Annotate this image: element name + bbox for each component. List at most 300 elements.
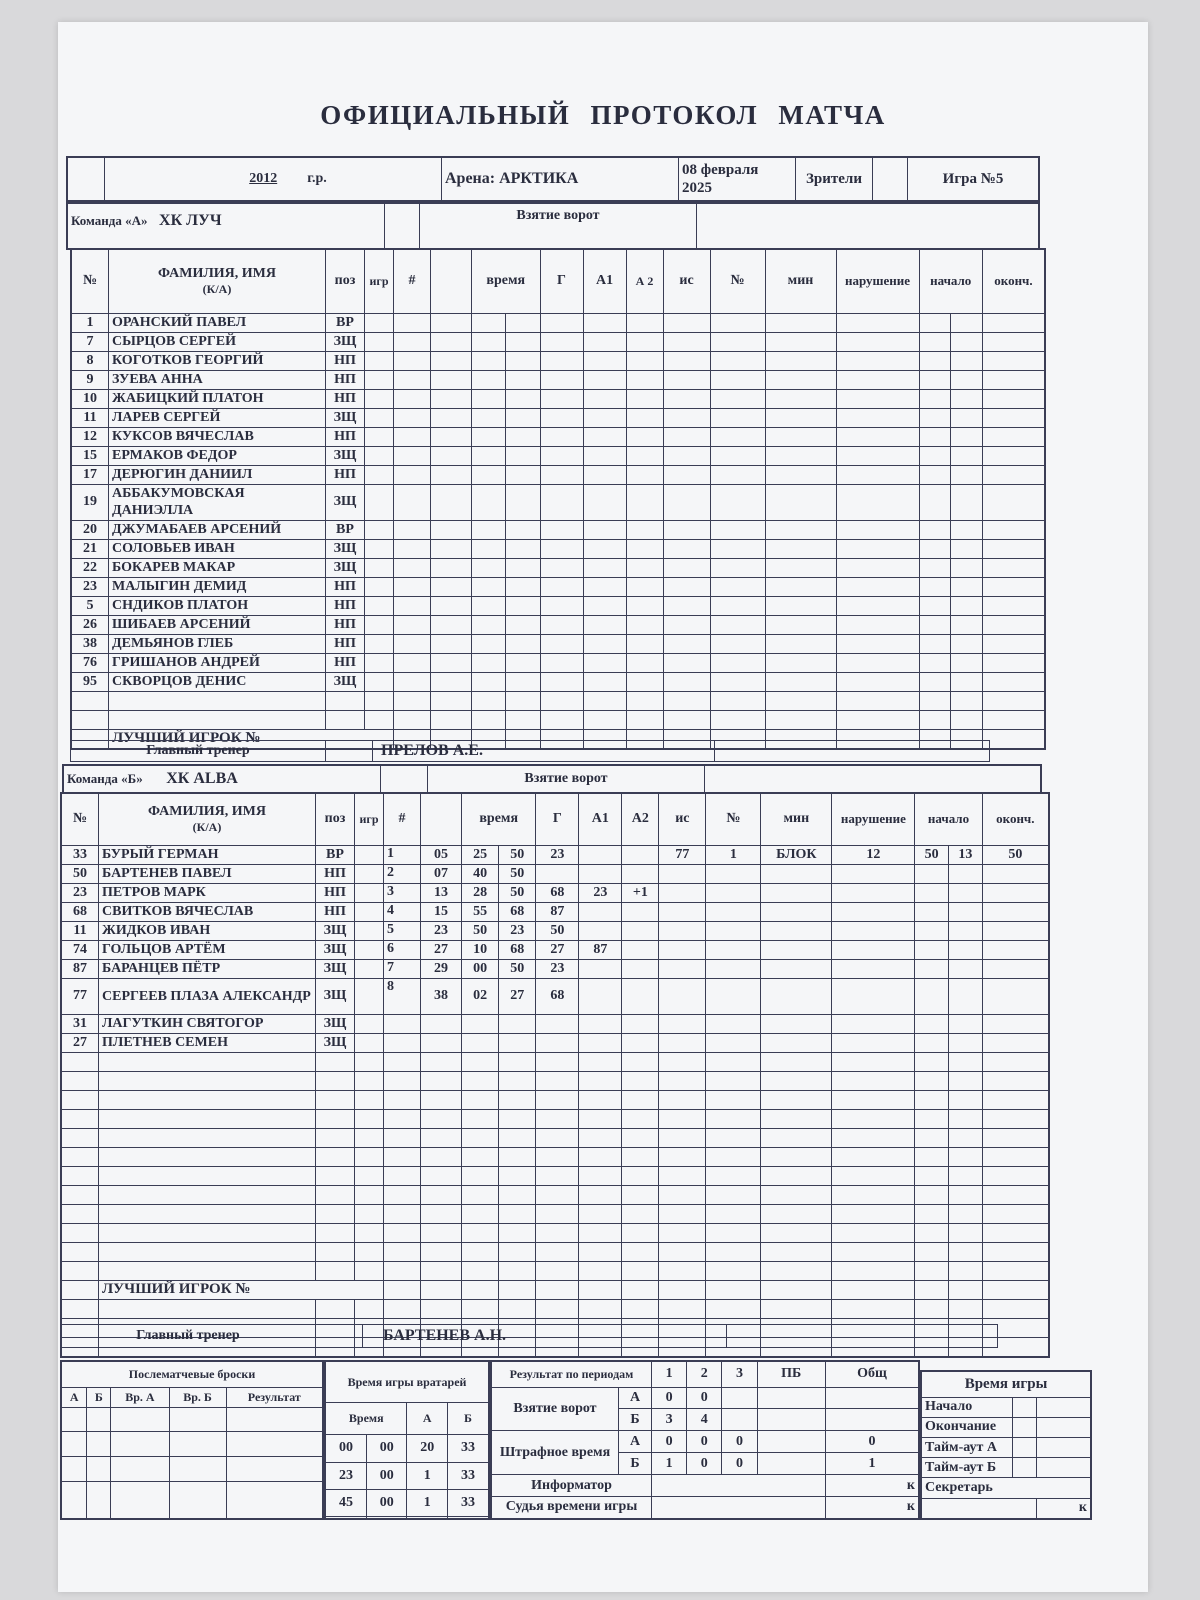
goals-b-p1: 3 [652,1409,687,1431]
pen-a-total: 0 [825,1431,919,1453]
player-name: ЕРМАКОВ ФЕДОР [109,446,326,465]
goal-second: 25 [462,845,499,864]
player-position: ЗЩ [326,484,365,520]
player-name: ЖАБИЦКИЙ ПЛАТОН [109,389,326,408]
goalie-time-row [325,1435,489,1462]
player-number: 31 [61,1014,99,1033]
col-pen-start: начало [919,249,982,313]
table-row [61,902,1049,921]
player-name: ЖИДКОВ ИВАН [99,921,316,940]
goal-minute: 29 [421,959,462,978]
table-row [71,332,1045,351]
player-name: СКВОРЦОВ ДЕНИС [109,672,326,691]
col-num: № [71,249,109,313]
timeout-a-label: Тайм-аут А [921,1437,1013,1457]
goals-team-a: А [619,1387,652,1409]
goal-situation [622,978,659,1014]
player-name: ЛАРЕВ СЕРГЕЙ [109,408,326,427]
table-row [61,959,1049,978]
goal-situation [622,921,659,940]
goal-minute: 05 [421,845,462,864]
col-pen-num: № [710,249,765,313]
player-position: ЗЩ [316,940,355,959]
player-number: 26 [71,615,109,634]
player-number: 95 [71,672,109,691]
player-number: 7 [71,332,109,351]
goal-scorer: 68 [499,940,536,959]
match-date [679,157,796,201]
goal-minute: 38 [421,978,462,1014]
player-position: НП [316,883,355,902]
col-is: ис [659,793,706,845]
table-row [61,864,1049,883]
player-name: МАЛЫГИН ДЕМИД [109,577,326,596]
table-row [71,427,1045,446]
col-name-title: ФАМИЛИЯ, ИМЯ [147,803,266,819]
goal-minute: 07 [421,864,462,883]
goal-situation [622,902,659,921]
player-name: АББАКУМОВСКАЯ ДАНИЭЛЛА [109,484,326,520]
shootout-col: Вр. Б [169,1387,226,1407]
goalie-a: 20 [407,1435,448,1462]
goal-number: 8 [384,978,421,1014]
goal-assist-1: 87 [536,902,579,921]
period-col-3: 3 [722,1361,757,1387]
goal-assist-2 [579,864,622,883]
goalie-time-title: Время игры вратарей [325,1361,489,1403]
game-time-title: Время игры [921,1371,1091,1397]
periods-title: Результат по периодам [491,1361,652,1387]
player-name: ШИБАЕВ АРСЕНИЙ [109,615,326,634]
goal-scorer: 50 [499,883,536,902]
col-goal: Г [536,793,579,845]
period-col-pb: ПБ [757,1361,825,1387]
goal-second: 02 [462,978,499,1014]
team-a-coach-label: Главный тренер [71,741,326,762]
birth-year: 2012 [249,171,278,186]
table-row [71,634,1045,653]
penalty-start-sec: 50 [915,845,949,864]
player-number: 68 [61,902,99,921]
col-pen-end: оконч. [982,793,1049,845]
table-row [71,710,1045,729]
page-title: ОФИЦИАЛЬНЫЙ ПРОТОКОЛ МАТЧА [320,100,886,130]
player-number: 9 [71,370,109,389]
goal-scorer: 50 [499,845,536,864]
player-name: ОРАНСКИЙ ПАВЕЛ [109,313,326,332]
col-blank [431,249,472,313]
table-row [61,1071,1049,1090]
col-name [99,793,316,845]
goalie-minute: 45 [325,1489,366,1516]
player-number: 22 [71,558,109,577]
player-position: ЗЩ [326,672,365,691]
penalty-label: Штрафное время [491,1431,619,1475]
table-row [61,1280,1049,1299]
team-b-header [62,764,1042,794]
table-row [71,389,1045,408]
table-row [71,672,1045,691]
player-name: ГОЛЬЦОВ АРТЁМ [99,940,316,959]
goalie-b: 33 [447,1462,489,1489]
goal-number: 4 [384,902,421,921]
player-position: ЗЩ [316,921,355,940]
table-row [71,484,1045,520]
col-name [109,249,326,313]
goals-b-total [825,1409,919,1431]
goal-assist-2 [579,978,622,1014]
penalty-start-min: 12 [832,845,915,864]
game-number: Игра №5 [908,157,1040,201]
table-row [61,1128,1049,1147]
goalie-a: 1 [407,1462,448,1489]
goalie-b: 33 [447,1489,489,1516]
player-name: ДЕМЬЯНОВ ГЛЕБ [109,634,326,653]
table-row [71,653,1045,672]
player-number: 33 [61,845,99,864]
player-name: ПЛЕТНЕВ СЕМЕН [99,1033,316,1052]
team-a-roster [70,248,1046,750]
goal-second: 40 [462,864,499,883]
goal-second: 10 [462,940,499,959]
player-number: 38 [71,634,109,653]
table-row [61,1261,1049,1280]
team-b-coach-label: Главный тренер [61,1325,316,1348]
table-row [61,921,1049,940]
goal-number: 2 [384,864,421,883]
period-col-2: 2 [687,1361,722,1387]
goal-assist-2 [579,921,622,940]
player-position: НП [316,902,355,921]
player-name: БОКАРЕВ МАКАР [109,558,326,577]
table-row [61,1014,1049,1033]
goalie-time-row [325,1462,489,1489]
player-position: ЗЩ [316,978,355,1014]
player-position: ВР [316,845,355,864]
table-row [71,446,1045,465]
player-name: ЗУЕВА АННА [109,370,326,389]
table-row [61,845,1049,864]
penalty-team-a: А [619,1431,652,1453]
table-row [61,1242,1049,1261]
player-position: ВР [326,313,365,332]
goal-scorer: 50 [499,959,536,978]
shootout-col: Вр. А [111,1387,169,1407]
col-games: игр [365,249,394,313]
player-number: 27 [61,1033,99,1052]
team-a-name: ХК ЛУЧ [159,212,222,229]
player-position: ЗЩ [326,539,365,558]
col-violation: нарушение [832,793,915,845]
player-position: ЗЩ [326,558,365,577]
col-violation: нарушение [836,249,919,313]
pen-a-p1: 0 [652,1431,687,1453]
col-is: ис [663,249,710,313]
goals-team-b: Б [619,1409,652,1431]
goal-situation [622,845,659,864]
table-row [71,558,1045,577]
goal-assist-2: 23 [579,883,622,902]
penalty-player: 77 [659,845,706,864]
spectators-label: Зрители [796,157,873,201]
col-goal-num: # [384,793,421,845]
period-col-total: Общ [825,1361,919,1387]
goal-number: 6 [384,940,421,959]
table-row [61,940,1049,959]
player-number: 76 [71,653,109,672]
col-goal-num: # [394,249,431,313]
goals-a-p1: 0 [652,1387,687,1409]
goal-assist-2: 87 [579,940,622,959]
game-end-label: Окончание [921,1417,1013,1437]
table-row [61,1223,1049,1242]
period-col-1: 1 [652,1361,687,1387]
player-name: СВИТКОВ ВЯЧЕСЛАВ [99,902,316,921]
goal-assist-1: 23 [536,845,579,864]
penalty-team-b: Б [619,1453,652,1475]
goal-scorer: 68 [499,902,536,921]
player-position: ЗЩ [316,959,355,978]
table-row [71,370,1045,389]
goalie-time-row [325,1489,489,1516]
player-number: 8 [71,351,109,370]
goal-second: 50 [462,921,499,940]
goals-b-p2: 4 [687,1409,722,1431]
player-name: СНДИКОВ ПЛАТОН [109,596,326,615]
table-row [71,577,1045,596]
player-number: 11 [71,408,109,427]
table-row [71,539,1045,558]
arena: Арена: АРКТИКА [442,157,679,201]
player-number: 50 [61,864,99,883]
pen-b-p3: 0 [722,1453,757,1475]
team-a-goals-title: Взятие ворот [420,203,697,249]
player-number: 77 [61,978,99,1014]
player-position: ЗЩ [316,1014,355,1033]
best-player-label: ЛУЧШИЙ ИГРОК № [109,729,394,749]
goal-scorer: 50 [499,864,536,883]
shootout-col: Результат [226,1387,323,1407]
player-position: НП [326,370,365,389]
table-row [61,1147,1049,1166]
goal-situation [622,940,659,959]
col-pen-min: мин [761,793,832,845]
table-row [71,313,1045,332]
col-blank [421,793,462,845]
player-position: ЗЩ [326,408,365,427]
player-position: НП [326,634,365,653]
player-number: 87 [61,959,99,978]
penalty-violation: БЛОК [761,845,832,864]
player-position: НП [326,596,365,615]
col-name-title: ФАМИЛИЯ, ИМЯ [157,265,276,281]
goal-assist-2 [579,959,622,978]
goal-minute: 27 [421,940,462,959]
table-row [71,691,1045,710]
player-number: 74 [61,940,99,959]
goal-minute: 13 [421,883,462,902]
goal-situation: +1 [622,883,659,902]
team-b-coach-row [60,1324,998,1348]
goal-assist-1 [536,864,579,883]
pen-a-p2: 0 [687,1431,722,1453]
table-row [61,1185,1049,1204]
goalie-b: 33 [447,1435,489,1462]
player-name: ДЕРЮГИН ДАНИИЛ [109,465,326,484]
pen-a-p3: 0 [722,1431,757,1453]
player-name: СЫРЦОВ СЕРГЕЙ [109,332,326,351]
goalie-col-time: Время [325,1403,407,1435]
team-b-goals-title: Взятие ворот [428,765,705,793]
protocol-sheet [58,22,1148,1592]
col-goal: Г [540,249,583,313]
goal-situation [622,959,659,978]
table-row [71,615,1045,634]
penalty-minutes: 1 [706,845,761,864]
goal-assist-1: 50 [536,921,579,940]
player-number: 19 [71,484,109,520]
player-number: 17 [71,465,109,484]
col-pen-start: начало [915,793,982,845]
player-name: БАРТЕНЕВ ПАВЕЛ [99,864,316,883]
team-a-header [66,202,1040,250]
shootout-table [60,1360,324,1520]
goal-number: 3 [384,883,421,902]
table-row [61,1052,1049,1071]
goalie-second: 00 [366,1489,407,1516]
informer-label: Информатор [491,1475,652,1497]
goal-number: 1 [384,845,421,864]
goal-assist-2 [579,845,622,864]
col-pen-num: № [706,793,761,845]
col-a1: А1 [583,249,626,313]
table-row [71,408,1045,427]
player-position: НП [316,864,355,883]
table-row [61,1299,1049,1318]
player-number: 20 [71,520,109,539]
player-name: ПЕТРОВ МАРК [99,883,316,902]
date-year: 2025 [682,180,712,196]
spectators-value [873,157,908,201]
col-time: время [472,249,541,313]
period-results-table [490,1360,920,1520]
pen-a-pb [757,1431,825,1453]
goalie-minute: 00 [325,1435,366,1462]
col-pen-min: мин [765,249,836,313]
goalie-col-b: Б [447,1403,489,1435]
penalty-end-min: 13 [949,845,983,864]
player-number: 11 [61,921,99,940]
pen-b-p1: 1 [652,1453,687,1475]
pen-b-total: 1 [825,1453,919,1475]
col-name-ka: (К/А) [192,819,222,834]
player-number: 10 [71,389,109,408]
goals-b-pb [757,1409,825,1431]
player-number: 12 [71,427,109,446]
player-position: ЗЩ [326,332,365,351]
pen-b-pb [757,1453,825,1475]
player-number: 1 [71,313,109,332]
table-row [61,1109,1049,1128]
table-row [61,883,1049,902]
goal-assist-1: 27 [536,940,579,959]
player-position: НП [326,351,365,370]
goals-a-total [825,1387,919,1409]
goal-assist-2 [579,902,622,921]
col-a2: А2 [622,793,659,845]
col-num: № [61,793,99,845]
goalie-time-table [324,1360,490,1520]
goals-b-p3 [722,1409,757,1431]
player-name: ЛАГУТКИН СВЯТОГОР [99,1014,316,1033]
table-row [61,1166,1049,1185]
table-row [71,465,1045,484]
player-name: БАРАНЦЕВ ПЁТР [99,959,316,978]
player-position: НП [326,653,365,672]
goal-assist-1: 23 [536,959,579,978]
table-row [61,1090,1049,1109]
player-position: НП [326,389,365,408]
goal-assist-1: 68 [536,883,579,902]
shootout-col: Б [87,1387,111,1407]
goals-a-p3 [722,1387,757,1409]
goal-second: 55 [462,902,499,921]
player-position: НП [326,577,365,596]
col-pos: поз [316,793,355,845]
team-b-label: Команда «Б» [67,771,143,786]
player-name: БУРЫЙ ГЕРМАН [99,845,316,864]
table-row [61,1204,1049,1223]
penalty-end-sec: 50 [982,845,1049,864]
table-row [71,351,1045,370]
goals-a-p2: 0 [687,1387,722,1409]
table-row [71,596,1045,615]
secretary-label: Секретарь [921,1478,1091,1498]
goal-number: 5 [384,921,421,940]
timekeeper-label: Судья времени игры [491,1496,652,1519]
game-time-table [920,1370,1092,1520]
goal-situation [622,864,659,883]
pen-b-p2: 0 [687,1453,722,1475]
team-a-label: Команда «А» [71,213,148,228]
player-name: ГРИШАНОВ АНДРЕЙ [109,653,326,672]
player-name: СЕРГЕЕВ ПЛАЗА АЛЕКСАНДР [99,978,316,1014]
shootout-col: А [61,1387,87,1407]
player-number: 23 [61,883,99,902]
player-position: ЗЩ [326,446,365,465]
player-position: ЗЩ [316,1033,355,1052]
goalie-second: 00 [366,1462,407,1489]
team-b-name: ХК ALBA [166,770,238,787]
goals-a-pb [757,1387,825,1409]
birth-year-suffix: г.р. [307,171,327,186]
timeout-b-label: Тайм-аут Б [921,1458,1013,1478]
match-header [66,156,1040,202]
col-games: игр [355,793,384,845]
col-name-ka: (К/А) [202,281,232,296]
goalie-second: 00 [366,1435,407,1462]
col-a1: А1 [579,793,622,845]
goal-second: 28 [462,883,499,902]
player-position: НП [326,427,365,446]
best-player-label: ЛУЧШИЙ ИГРОК № [99,1280,384,1299]
goal-minute: 23 [421,921,462,940]
player-name: КУКСОВ ВЯЧЕСЛАВ [109,427,326,446]
player-position: ВР [326,520,365,539]
informer-k: к [825,1475,919,1497]
goalie-minute: 23 [325,1462,366,1489]
player-position: НП [326,465,365,484]
